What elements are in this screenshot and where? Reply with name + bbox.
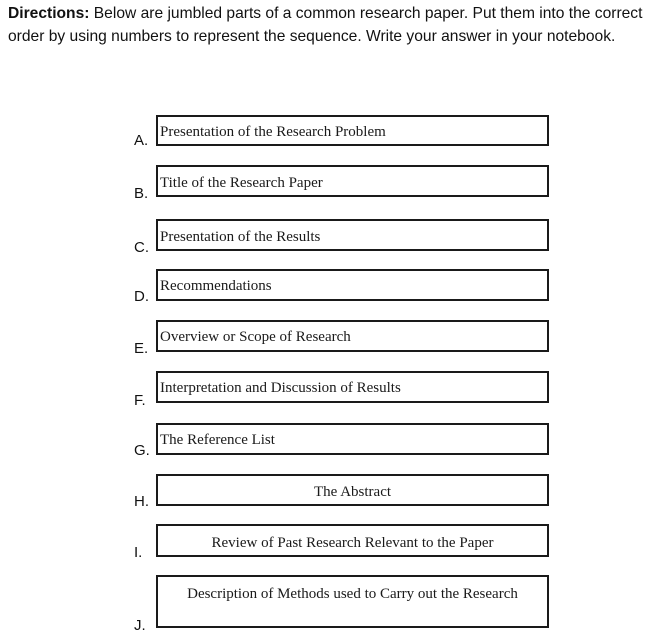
item-text-d: Recommendations: [160, 278, 272, 294]
item-letter-g: G.: [134, 442, 150, 459]
item-box-d: [156, 269, 549, 301]
item-text-g: The Reference List: [160, 432, 275, 448]
item-letter-f: F.: [134, 392, 146, 409]
item-text-h: The Abstract: [313, 484, 392, 500]
item-letter-b: B.: [134, 185, 149, 202]
item-text-f: Interpretation and Discussion of Results: [160, 380, 401, 396]
item-letter-c: C.: [134, 239, 149, 256]
item-letter-a: A.: [134, 132, 149, 149]
directions-label: Directions:: [8, 5, 90, 22]
item-box-j: [156, 575, 549, 628]
item-text-b: Title of the Research Paper: [160, 175, 323, 191]
item-letter-i: I.: [134, 544, 143, 561]
item-box-a: [156, 115, 549, 146]
item-text-i: Review of Past Research Relevant to the Paper: [211, 535, 494, 551]
item-box-e: [156, 320, 549, 352]
item-letter-j: J.: [134, 617, 146, 634]
item-box-b: [156, 165, 549, 197]
directions-text: Below are jumbled parts of a common research paper. Put them into the correct order by using numbers to represent the sequence. Write your answer in your notebook.: [8, 5, 643, 45]
item-text-a: Presentation of the Research Problem: [160, 124, 386, 140]
item-letter-h: H.: [134, 493, 149, 510]
item-box-i: [156, 524, 549, 557]
item-text-e: Overview or Scope of Research: [160, 329, 351, 345]
item-box-c: [156, 219, 549, 251]
item-box-f: [156, 371, 549, 403]
directions-paragraph: [8, 2, 654, 48]
item-text-c: Presentation of the Results: [160, 229, 321, 245]
item-box-h: [156, 474, 549, 506]
item-box-g: [156, 423, 549, 455]
item-letter-d: D.: [134, 288, 149, 305]
item-text-j: Description of Methods used to Carry out the Research: [187, 586, 518, 602]
item-letter-e: E.: [134, 340, 149, 357]
